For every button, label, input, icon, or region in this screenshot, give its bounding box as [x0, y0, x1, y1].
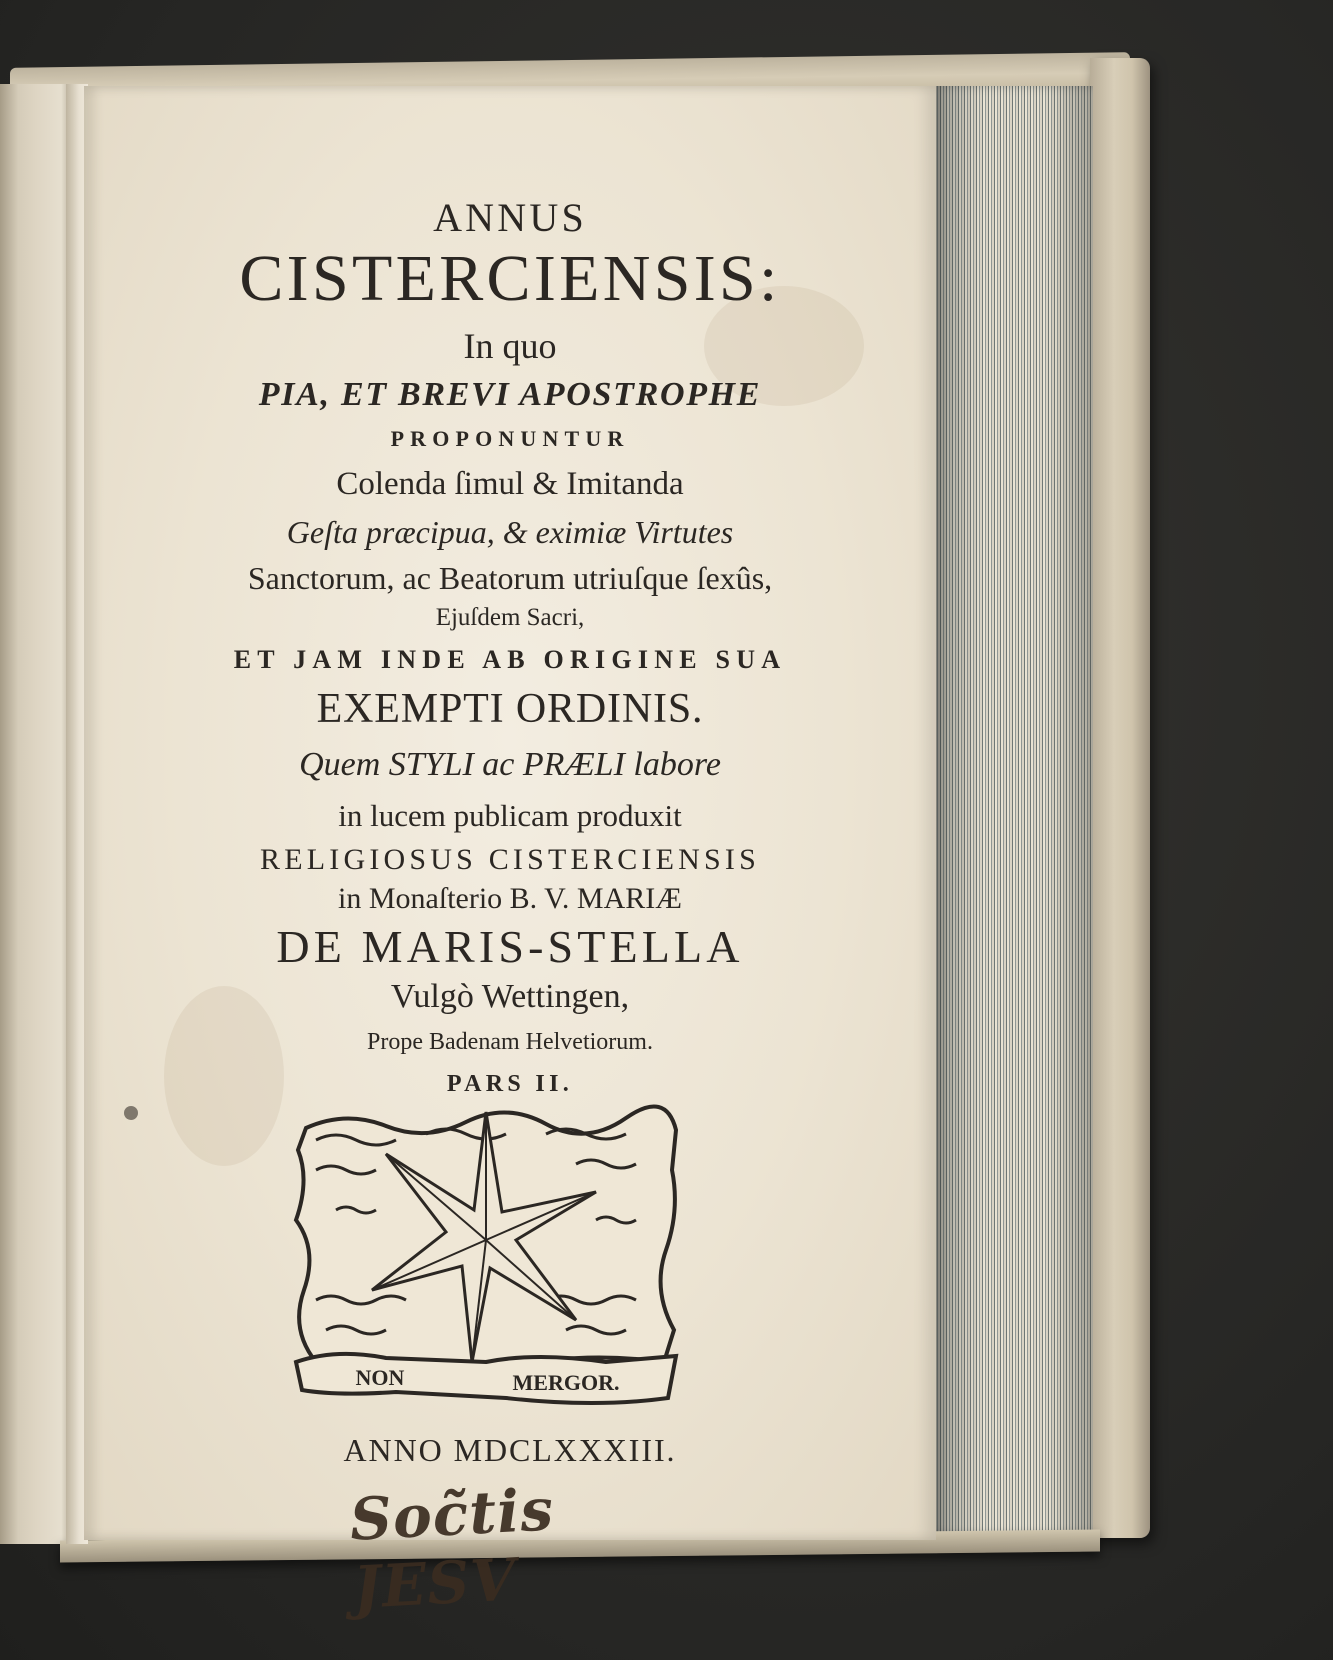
verso-page-shadow — [0, 84, 18, 1544]
text-in-lucem: in lucem publicam produxit — [338, 798, 682, 833]
volume-pars: PARS II. — [446, 1071, 574, 1097]
book-back-board — [1090, 58, 1150, 1538]
fore-edge-shade — [935, 86, 1093, 1538]
text-sanctorum: Sanctorum, ac Beatorum utriuſque ſexûs, — [247, 560, 773, 596]
text-gesta: Geſta præcipua, & eximiæ Virtutes — [286, 514, 734, 550]
place-de-maris-stella: DE MARIS-STELLA — [276, 921, 744, 972]
motto-non: NON — [355, 1365, 405, 1390]
text-exempti-ordinis: EXEMPTI ORDINIS. — [316, 686, 704, 732]
subtitle-pia-et-brevi: PIA, ET BREVI APOSTROPHE — [258, 376, 762, 413]
text-colenda: Colenda ſimul & Imitanda — [336, 466, 684, 502]
ink-spot — [124, 1106, 138, 1120]
title-annus: ANNUS — [433, 195, 587, 240]
motto-mergor: MERGOR. — [512, 1370, 620, 1395]
subtitle-in-quo: In quo — [463, 326, 557, 366]
text-monasterio: in Monaſterio B. V. MARIÆ — [338, 882, 682, 915]
text-ejusdem: Ejuſdem Sacri, — [435, 604, 585, 631]
place-vulgo-wettingen: Vulgò Wettingen, — [390, 978, 630, 1015]
text-et-jam-inde: ET JAM INDE AB ORIGINE SUA — [233, 645, 787, 674]
subtitle-proponuntur: PROPONUNTUR — [390, 426, 630, 451]
place-prope-badenam: Prope Badenam Helvetiorum. — [367, 1029, 653, 1055]
ownership-inscription: Soc̃tis JESV — [348, 1475, 556, 1622]
printers-device-star-icon — [276, 1100, 696, 1430]
author-religiosus: RELIGIOSUS CISTERCIENSIS — [260, 843, 760, 876]
imprint-year: ANNO MDCLXXXIII. — [343, 1432, 677, 1468]
title-cisterciensis: CISTERCIENSIS: — [239, 242, 781, 315]
text-quem-styli: Quem STYLI ac PRÆLI labore — [299, 746, 721, 783]
